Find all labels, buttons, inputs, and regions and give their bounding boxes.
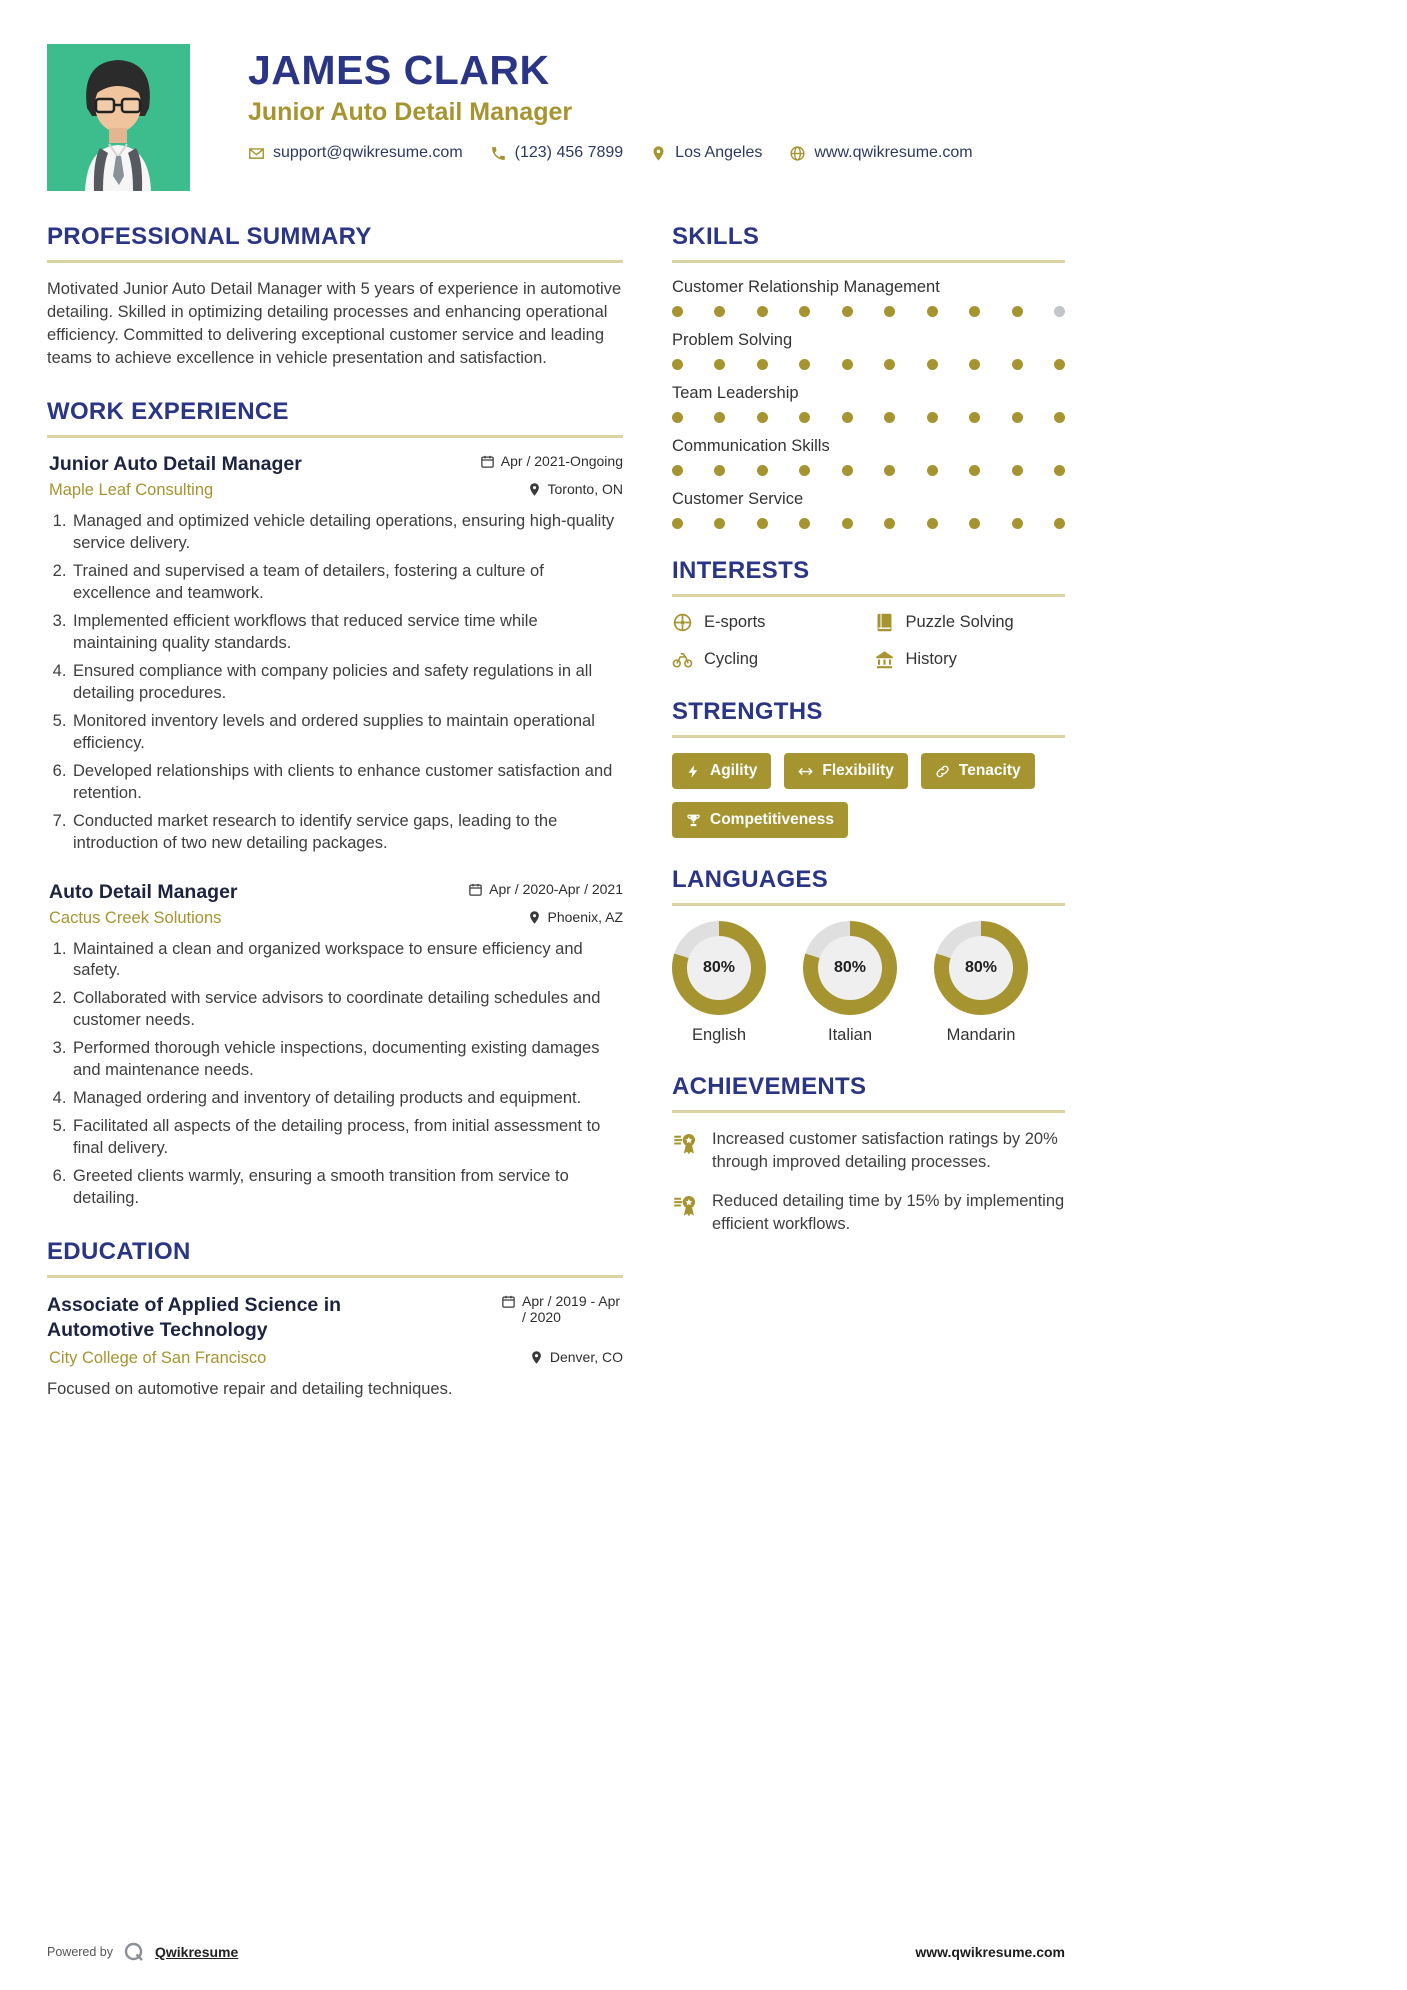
achievements-heading: ACHIEVEMENTS — [672, 1073, 1065, 1113]
job-entry — [47, 881, 623, 1210]
skill-dot — [1054, 359, 1065, 370]
envelope-icon — [248, 145, 265, 162]
person-name: JAMES CLARK — [248, 47, 550, 93]
skill-dot — [927, 306, 938, 317]
calendar-icon — [480, 454, 495, 469]
summary-heading: PROFESSIONAL SUMMARY — [47, 223, 623, 263]
skill-dot — [672, 412, 683, 423]
job-bullet: 1. Managed and optimized vehicle detailing operations, ensuring high-quality service delivery. — [71, 511, 623, 555]
job-location — [527, 909, 624, 925]
skill-name: Customer Relationship Management — [672, 278, 940, 296]
profile-photo — [47, 44, 190, 191]
skill-dot — [884, 306, 895, 317]
interest-item — [672, 649, 864, 670]
skill-dot — [1054, 412, 1065, 423]
interests-section — [672, 557, 1065, 670]
pin-icon — [650, 145, 667, 162]
skill-dot — [714, 359, 725, 370]
work-experience-section — [47, 398, 623, 1209]
job-bullet: 6. Developed relationships with clients to enhance customer satisfaction and retention. — [71, 761, 623, 805]
languages-heading: LANGUAGES — [672, 866, 1065, 906]
achievement-text: Reduced detailing time by 15% by implementing efficient workflows. — [712, 1192, 1065, 1233]
contact-location-text: Los Angeles — [675, 144, 763, 162]
pin-icon — [529, 1350, 544, 1365]
skill-dot — [884, 465, 895, 476]
job-bullet: 5. Facilitated all aspects of the detailing process, from initial assessment to final delivery. — [71, 1116, 623, 1160]
calendar-icon — [468, 882, 483, 897]
skill-dot — [799, 412, 810, 423]
skill-dot — [757, 465, 768, 476]
job-date-text: Apr / 2020-Apr / 2021 — [489, 880, 623, 897]
skill-dot — [842, 465, 853, 476]
strength-label: Tenacity — [958, 762, 1021, 779]
skill-dot — [927, 518, 938, 529]
strength-label: Agility — [710, 762, 758, 779]
education-date — [501, 1293, 623, 1325]
skill-dot — [714, 518, 725, 529]
language-percent: 80% — [949, 936, 1013, 1000]
work-heading: WORK EXPERIENCE — [47, 398, 623, 438]
pin-icon — [527, 482, 542, 497]
contact-phone-text: (123) 456 7899 — [514, 144, 624, 162]
strength-label: Competitiveness — [710, 811, 835, 828]
skill-dot — [1054, 465, 1065, 476]
skill-dot — [757, 306, 768, 317]
lightning-icon — [686, 764, 701, 779]
skill-dot — [799, 465, 810, 476]
skill-dot — [672, 465, 683, 476]
language-name: Mandarin — [946, 1026, 1016, 1044]
skills-heading: SKILLS — [672, 223, 1065, 263]
skill-dot — [927, 412, 938, 423]
strengths-chips — [672, 753, 1065, 838]
skill-dot — [799, 359, 810, 370]
job-subhead — [47, 481, 623, 500]
job-bullet: 5. Monitored inventory levels and ordered supplies to maintain operational efficiency. — [71, 711, 623, 755]
interests-heading: INTERESTS — [672, 557, 1065, 597]
skill-dot — [1012, 465, 1023, 476]
skill-dot — [969, 359, 980, 370]
education-subhead — [47, 1349, 623, 1368]
pin-icon — [527, 910, 542, 925]
education-head — [47, 1293, 623, 1344]
education-location — [529, 1349, 623, 1365]
skill-dot — [1012, 359, 1023, 370]
strength-chip — [672, 802, 848, 838]
job-location-text: Toronto, ON — [547, 481, 623, 498]
skill-dot — [969, 306, 980, 317]
bank-icon — [874, 649, 895, 670]
interest-label: Cycling — [704, 650, 759, 668]
footer-website-link[interactable]: www.qwikresume.com — [915, 1944, 1065, 1960]
contact-email[interactable] — [248, 144, 463, 162]
language-item — [672, 921, 766, 1045]
skill-name: Problem Solving — [672, 331, 793, 349]
skill-dot — [969, 412, 980, 423]
skill-rating — [672, 465, 1065, 476]
link-icon — [935, 764, 950, 779]
strengths-heading: STRENGTHS — [672, 698, 1065, 738]
education-date-text: Apr / 2019 - Apr / 2020 — [522, 1292, 621, 1325]
skill-dot — [884, 518, 895, 529]
skill-dot — [884, 412, 895, 423]
job-bullet: 4. Managed ordering and inventory of detailing products and equipment. — [71, 1088, 623, 1110]
education-school: City College of San Francisco — [49, 1348, 267, 1367]
achievement-item — [672, 1128, 1065, 1173]
language-item — [934, 921, 1028, 1045]
interest-label: History — [905, 650, 957, 668]
skill-dot — [714, 412, 725, 423]
skill-dot — [799, 306, 810, 317]
skill-name: Communication Skills — [672, 437, 830, 455]
job-entry — [47, 453, 623, 854]
skill-rating — [672, 306, 1065, 317]
skill-dot — [927, 359, 938, 370]
contact-email-text: support@qwikresume.com — [273, 144, 463, 162]
skill-rating — [672, 412, 1065, 423]
language-progress-ring — [672, 921, 766, 1015]
esports-icon — [672, 612, 693, 633]
page-footer — [47, 1940, 1065, 1964]
skill-dot — [1012, 518, 1023, 529]
job-bullet: 4. Ensured compliance with company policies and safety regulations in all detailing procedures. — [71, 661, 623, 705]
skill-dot — [757, 359, 768, 370]
contact-website-text: www.qwikresume.com — [814, 144, 973, 162]
education-degree: Associate of Applied Science in Automotive Technology — [47, 1293, 342, 1342]
job-head — [47, 453, 623, 476]
powered-by — [47, 1940, 238, 1964]
qwikresume-logo-icon — [122, 1940, 146, 1964]
language-percent: 80% — [687, 936, 751, 1000]
strengths-section — [672, 698, 1065, 838]
education-location-text: Denver, CO — [549, 1348, 623, 1365]
skill-rating — [672, 359, 1065, 370]
right-column — [672, 223, 1065, 1263]
achievements-section — [672, 1073, 1065, 1235]
job-date — [480, 453, 623, 469]
language-name: Italian — [827, 1026, 873, 1044]
contact-location — [650, 144, 762, 162]
contact-website[interactable] — [789, 144, 972, 162]
skill-name: Team Leadership — [672, 384, 799, 402]
job-bullet: 7. Conducted market research to identify service gaps, leading to the introduction of two new detailing packages. — [71, 811, 623, 855]
skill-dot — [672, 306, 683, 317]
skill-dot — [672, 359, 683, 370]
job-subhead — [47, 909, 623, 928]
powered-by-label: Powered by — [47, 1945, 114, 1959]
skill-dot — [842, 359, 853, 370]
medal-icon — [672, 1192, 699, 1219]
languages-row — [672, 921, 1065, 1045]
header-info — [248, 44, 973, 162]
left-column — [47, 223, 623, 1427]
skill-dot — [1012, 306, 1023, 317]
job-date — [468, 881, 623, 897]
skill-dot — [969, 518, 980, 529]
skill-rating — [672, 518, 1065, 529]
medal-icon — [672, 1130, 699, 1157]
skill-dot — [1054, 306, 1065, 317]
trophy-icon — [686, 813, 701, 828]
skill-item — [672, 278, 1065, 317]
skills-section — [672, 223, 1065, 529]
resume-header — [0, 0, 1407, 191]
languages-section — [672, 866, 1065, 1045]
contact-row — [248, 144, 973, 162]
language-name: English — [691, 1026, 747, 1044]
job-company: Maple Leaf Consulting — [49, 481, 214, 500]
achievement-item — [672, 1190, 1065, 1235]
skill-dot — [799, 518, 810, 529]
strength-label: Flexibility — [822, 762, 894, 779]
calendar-icon — [501, 1294, 516, 1309]
summary-text: Motivated Junior Auto Detail Manager with 5 years of experience in automotive detailing. Skilled in optimizing detailing processes and enhancing operational efficiency. Committed to delivering exceptional customer service and leading teams to achieve excellence in vehicle presentation and satisfaction. — [47, 280, 622, 368]
job-location-text: Phoenix, AZ — [547, 908, 623, 925]
interest-item — [672, 612, 864, 633]
job-bullet: 6. Greeted clients warmly, ensuring a smooth transition from service to detailing. — [71, 1166, 623, 1210]
interest-item — [874, 612, 1066, 633]
contact-phone — [490, 144, 624, 162]
skill-name: Customer Service — [672, 490, 804, 508]
skill-item — [672, 331, 1065, 370]
job-location — [527, 481, 623, 497]
language-progress-ring — [803, 921, 897, 1015]
education-note: Focused on automotive repair and detailing techniques. — [47, 1379, 453, 1398]
book-icon — [874, 612, 895, 633]
skill-dot — [757, 412, 768, 423]
job-bullet: 3. Performed thorough vehicle inspections, documenting existing damages and maintenance needs. — [71, 1038, 623, 1082]
achievement-text: Increased customer satisfaction ratings by 20% through improved detailing processes. — [712, 1130, 1058, 1171]
bicycle-icon — [672, 649, 693, 670]
skill-dot — [927, 465, 938, 476]
skill-item — [672, 437, 1065, 476]
qwikresume-brand-link[interactable]: Qwikresume — [155, 1944, 239, 1960]
job-company: Cactus Creek Solutions — [49, 908, 222, 927]
double-arrow-icon — [798, 764, 813, 779]
skill-dot — [1012, 412, 1023, 423]
language-item — [803, 921, 897, 1045]
skill-dot — [842, 306, 853, 317]
phone-icon — [490, 145, 507, 162]
skill-dot — [969, 465, 980, 476]
globe-icon — [789, 145, 806, 162]
skill-dot — [884, 359, 895, 370]
skill-dot — [842, 518, 853, 529]
interests-grid — [672, 612, 1065, 670]
language-progress-ring — [934, 921, 1028, 1015]
skill-dot — [1054, 518, 1065, 529]
strength-chip — [672, 753, 771, 789]
strength-chip — [784, 753, 908, 789]
job-bullet: 2. Collaborated with service advisors to coordinate detailing schedules and customer needs. — [71, 988, 623, 1032]
job-bullet: 2. Trained and supervised a team of detailers, fostering a culture of excellence and teamwork. — [71, 561, 623, 605]
person-title: Junior Auto Detail Manager — [248, 98, 573, 127]
skill-dot — [757, 518, 768, 529]
skill-dot — [842, 412, 853, 423]
education-heading: EDUCATION — [47, 1238, 623, 1278]
skill-item — [672, 384, 1065, 423]
skill-dot — [714, 465, 725, 476]
skill-item — [672, 490, 1065, 529]
job-bullet-list — [47, 511, 623, 854]
interest-label: E-sports — [704, 613, 766, 631]
job-title: Junior Auto Detail Manager — [49, 453, 302, 476]
interest-label: Puzzle Solving — [905, 613, 1014, 631]
education-section — [47, 1238, 623, 1399]
language-percent: 80% — [818, 936, 882, 1000]
content-columns — [47, 223, 1407, 1427]
strength-chip — [921, 753, 1035, 789]
skill-dot — [672, 518, 683, 529]
skill-dot — [714, 306, 725, 317]
job-date-text: Apr / 2021-Ongoing — [500, 453, 623, 470]
job-title: Auto Detail Manager — [49, 880, 238, 903]
job-bullet: 1. Maintained a clean and organized workspace to ensure efficiency and safety. — [71, 939, 623, 983]
interest-item — [874, 649, 1066, 670]
professional-summary-section — [47, 223, 623, 370]
job-bullet-list — [47, 939, 623, 1210]
job-bullet: 3. Implemented efficient workflows that reduced service time while maintaining quality standards. — [71, 611, 623, 655]
job-head — [47, 881, 623, 904]
